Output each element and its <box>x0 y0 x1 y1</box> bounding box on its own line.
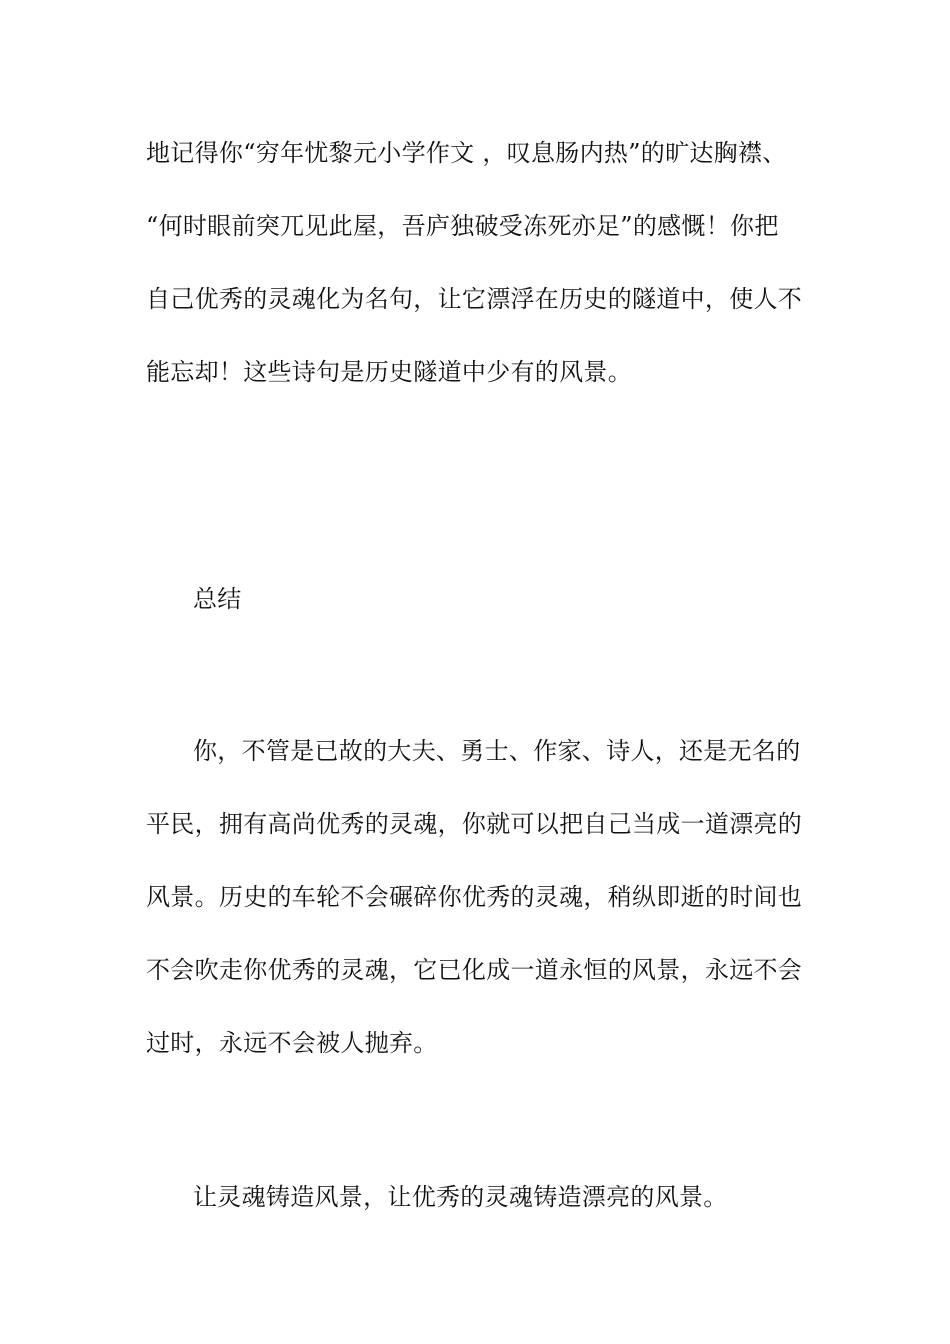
text-line: “何时眼前突兀见此屋，吾庐独破受冻死亦足”的感慨！你把 <box>146 212 779 240</box>
text-line: 你，不管是已故的大夫、勇士、作家、诗人，还是无名的 <box>193 737 801 765</box>
text-line: 能忘却！这些诗句是历史隧道中少有的风景。 <box>146 358 632 386</box>
text-line: 过时，永远不会被人抛弃。 <box>146 1029 438 1057</box>
text-line: 风景。历史的车轮不会碾碎你优秀的灵魂，稍纵即逝的时间也 <box>146 883 803 911</box>
text-line: 不会吹走你优秀的灵魂，它已化成一道永恒的风景，永远不会 <box>146 956 803 984</box>
closing-line: 让灵魂铸造风景，让优秀的灵魂铸造漂亮的风景。 <box>193 1183 728 1211</box>
section-heading: 总结 <box>193 585 242 613</box>
text-line: 平民，拥有高尚优秀的灵魂，你就可以把自己当成一道漂亮的 <box>146 810 803 838</box>
text-line: 地记得你“穷年忧黎元小学作文 ，叹息肠内热”的旷达胸襟、 <box>146 139 787 167</box>
text-line: 自己优秀的灵魂化为名句，让它漂浮在历史的隧道中，使人不 <box>146 285 803 313</box>
